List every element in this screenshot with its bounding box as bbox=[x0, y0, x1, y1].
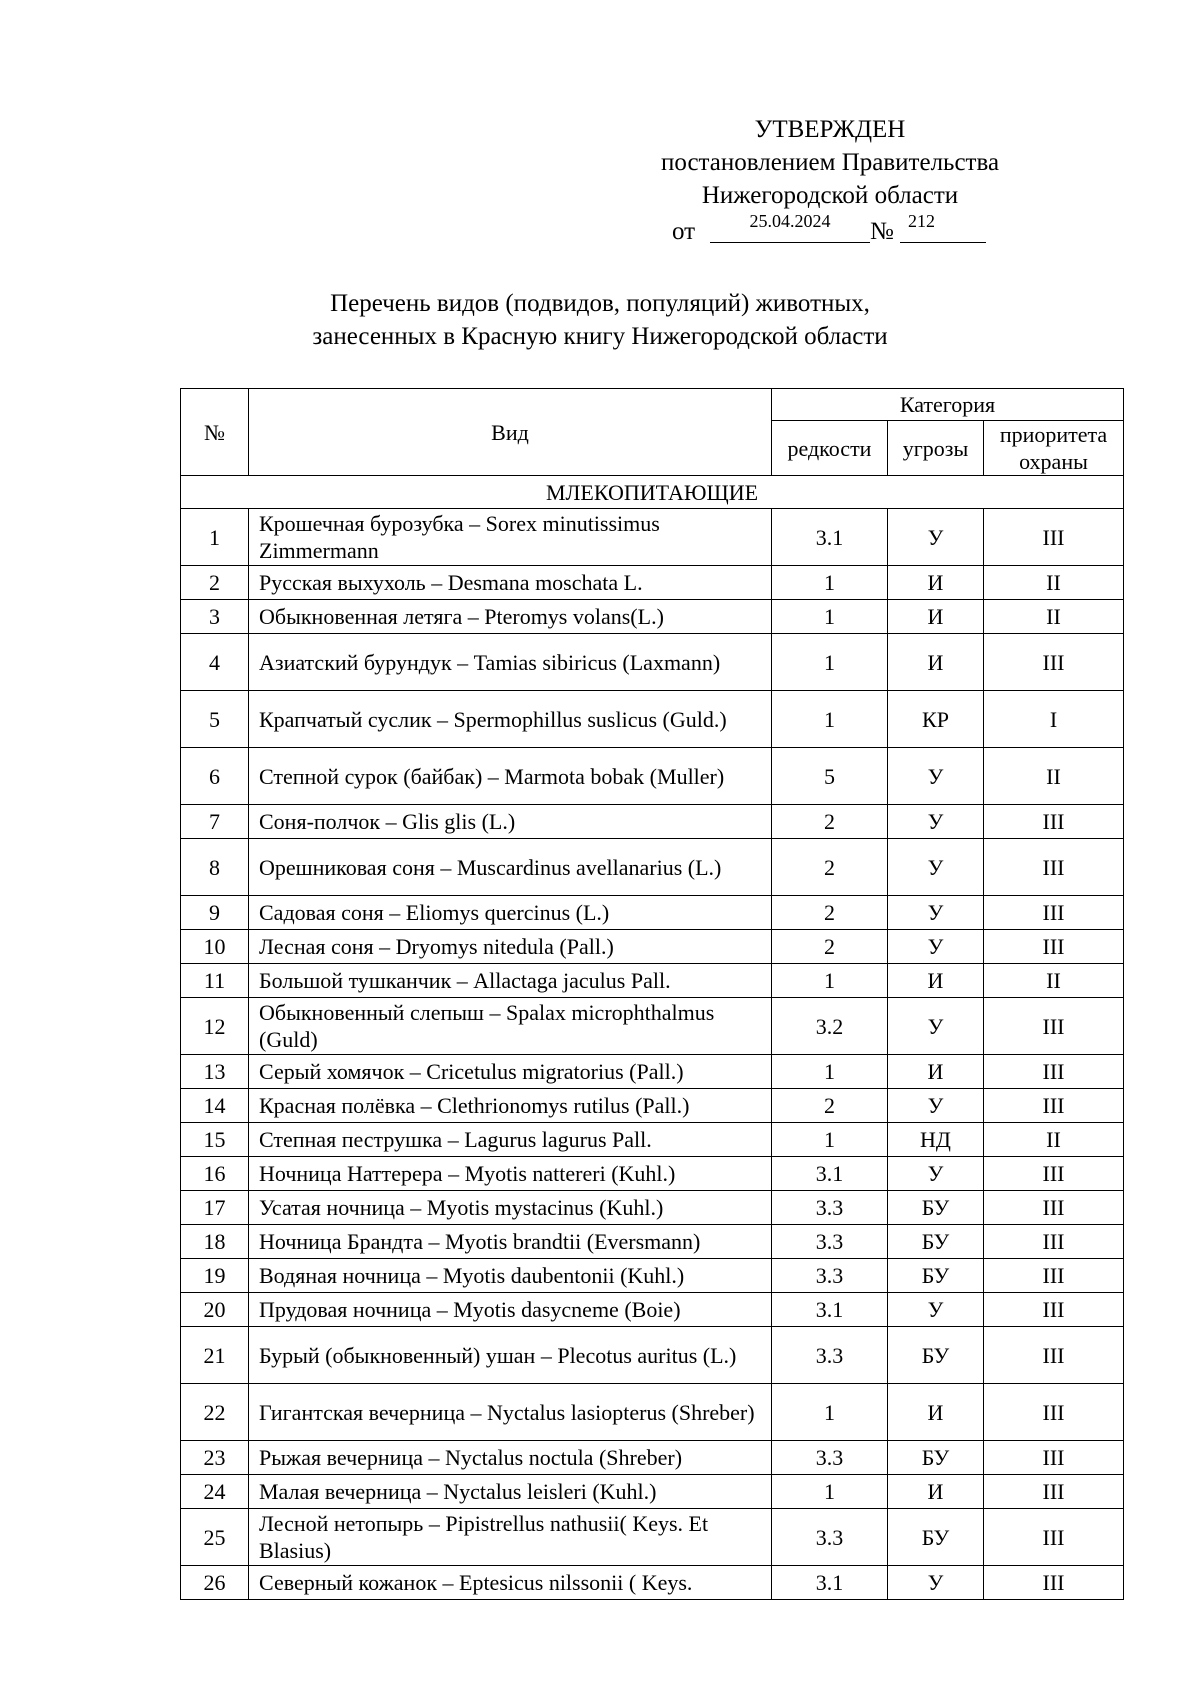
rarity-category: 3.3 bbox=[772, 1259, 888, 1293]
table-row bbox=[181, 930, 1124, 964]
table-row bbox=[181, 1509, 1124, 1566]
threat-category: У bbox=[888, 805, 984, 839]
species-name: Степной сурок (байбак) – Marmota bobak (Muller) bbox=[249, 748, 772, 805]
title-line-1: Перечень видов (подвидов, популяций) животных, bbox=[330, 290, 870, 317]
priority-category: II bbox=[984, 964, 1124, 998]
species-name: Крошечная бурозубка – Sorex minutissimus Zimmermann bbox=[249, 509, 772, 566]
species-name: Усатая ночница – Myotis mystacinus (Kuhl.) bbox=[249, 1191, 772, 1225]
species-name: Обыкновенная летяга – Pteromys volans(L.) bbox=[249, 600, 772, 634]
species-name: Гигантская вечерница – Nyctalus lasiopterus (Shreber) bbox=[249, 1384, 772, 1441]
threat-category: И bbox=[888, 566, 984, 600]
threat-category: У bbox=[888, 930, 984, 964]
threat-category: БУ bbox=[888, 1441, 984, 1475]
species-name: Обыкновенный слепыш – Spalax microphthalmus (Guld) bbox=[249, 998, 772, 1055]
rarity-category: 2 bbox=[772, 805, 888, 839]
rarity-category: 3.1 bbox=[772, 1293, 888, 1327]
threat-category: У bbox=[888, 839, 984, 896]
species-name: Русская выхухоль – Desmana moschata L. bbox=[249, 566, 772, 600]
rarity-category: 1 bbox=[772, 1055, 888, 1089]
priority-category: III bbox=[984, 1157, 1124, 1191]
species-name: Красная полёвка – Clethrionomys rutilus (Pall.) bbox=[249, 1089, 772, 1123]
priority-category: III bbox=[984, 1225, 1124, 1259]
threat-category: У bbox=[888, 1157, 984, 1191]
title-line-2: занесенных в Красную книгу Нижегородской области bbox=[312, 323, 888, 350]
species-name: Садовая соня – Eliomys quercinus (L.) bbox=[249, 896, 772, 930]
priority-category: III bbox=[984, 1441, 1124, 1475]
priority-category: III bbox=[984, 1293, 1124, 1327]
row-number: 17 bbox=[181, 1191, 249, 1225]
table-row bbox=[181, 566, 1124, 600]
priority-category: II bbox=[984, 1123, 1124, 1157]
rarity-category: 3.3 bbox=[772, 1327, 888, 1384]
threat-category: У bbox=[888, 748, 984, 805]
species-name: Крапчатый суслик – Spermophillus suslicus (Guld.) bbox=[249, 691, 772, 748]
row-number: 2 bbox=[181, 566, 249, 600]
table-row bbox=[181, 600, 1124, 634]
table-row bbox=[181, 839, 1124, 896]
date-prefix: от bbox=[672, 218, 696, 245]
priority-category: III bbox=[984, 896, 1124, 930]
table-row bbox=[181, 1259, 1124, 1293]
threat-category: БУ bbox=[888, 1191, 984, 1225]
priority-category: III bbox=[984, 1055, 1124, 1089]
threat-category: И bbox=[888, 1475, 984, 1509]
row-number: 11 bbox=[181, 964, 249, 998]
rarity-category: 2 bbox=[772, 1089, 888, 1123]
table-row bbox=[181, 1566, 1124, 1600]
table-row bbox=[181, 805, 1124, 839]
priority-category: II bbox=[984, 566, 1124, 600]
row-number: 3 bbox=[181, 600, 249, 634]
row-number: 1 bbox=[181, 509, 249, 566]
species-name: Азиатский бурундук – Tamias sibiricus (Laxmann) bbox=[249, 634, 772, 691]
priority-category: II bbox=[984, 600, 1124, 634]
row-number: 12 bbox=[181, 998, 249, 1055]
table-row bbox=[181, 964, 1124, 998]
rarity-category: 3.3 bbox=[772, 1509, 888, 1566]
threat-category: БУ bbox=[888, 1225, 984, 1259]
table-row bbox=[181, 1055, 1124, 1089]
priority-category: III bbox=[984, 998, 1124, 1055]
rarity-category: 1 bbox=[772, 634, 888, 691]
threat-category: У bbox=[888, 998, 984, 1055]
priority-category: III bbox=[984, 1384, 1124, 1441]
table-row bbox=[181, 634, 1124, 691]
species-name: Рыжая вечерница – Nyctalus noctula (Shreber) bbox=[249, 1441, 772, 1475]
rarity-category: 3.1 bbox=[772, 1157, 888, 1191]
threat-category: И bbox=[888, 1055, 984, 1089]
number-label: № bbox=[870, 218, 894, 245]
approval-block bbox=[620, 113, 1040, 212]
row-number: 15 bbox=[181, 1123, 249, 1157]
header-rarity: редкости bbox=[772, 421, 888, 476]
threat-category: НД bbox=[888, 1123, 984, 1157]
species-table bbox=[180, 388, 1124, 1600]
row-number: 13 bbox=[181, 1055, 249, 1089]
threat-category: БУ bbox=[888, 1259, 984, 1293]
species-name: Северный кожанок – Eptesicus nilssonii ( Keys. bbox=[249, 1566, 772, 1600]
row-number: 6 bbox=[181, 748, 249, 805]
document-title bbox=[180, 287, 1020, 353]
species-name: Большой тушканчик – Allactaga jaculus Pall. bbox=[249, 964, 772, 998]
species-name: Ночница Брандта – Myotis brandtii (Eversmann) bbox=[249, 1225, 772, 1259]
priority-category: III bbox=[984, 1566, 1124, 1600]
priority-category: III bbox=[984, 839, 1124, 896]
species-name: Водяная ночница – Myotis daubentonii (Kuhl.) bbox=[249, 1259, 772, 1293]
rarity-category: 2 bbox=[772, 839, 888, 896]
table-row bbox=[181, 1293, 1124, 1327]
table-row bbox=[181, 1475, 1124, 1509]
rarity-category: 1 bbox=[772, 600, 888, 634]
threat-category: У bbox=[888, 1566, 984, 1600]
table-row bbox=[181, 748, 1124, 805]
threat-category: И bbox=[888, 634, 984, 691]
priority-category: III bbox=[984, 805, 1124, 839]
rarity-category: 2 bbox=[772, 930, 888, 964]
table-row bbox=[181, 1191, 1124, 1225]
table-row bbox=[181, 896, 1124, 930]
threat-category: БУ bbox=[888, 1327, 984, 1384]
table-row bbox=[181, 1441, 1124, 1475]
rarity-category: 2 bbox=[772, 896, 888, 930]
approval-date-line bbox=[672, 212, 992, 246]
rarity-category: 3.3 bbox=[772, 1225, 888, 1259]
rarity-category: 1 bbox=[772, 964, 888, 998]
table-row bbox=[181, 691, 1124, 748]
row-number: 26 bbox=[181, 1566, 249, 1600]
row-number: 23 bbox=[181, 1441, 249, 1475]
priority-category: III bbox=[984, 1191, 1124, 1225]
rarity-category: 1 bbox=[772, 691, 888, 748]
priority-category: III bbox=[984, 1089, 1124, 1123]
priority-category: III bbox=[984, 1475, 1124, 1509]
species-name: Серый хомячок – Cricetulus migratorius (Pall.) bbox=[249, 1055, 772, 1089]
header-category: Категория bbox=[772, 389, 1124, 421]
row-number: 18 bbox=[181, 1225, 249, 1259]
approval-date: 25.04.2024 bbox=[710, 212, 870, 243]
row-number: 9 bbox=[181, 896, 249, 930]
species-name: Орешниковая соня – Muscardinus avellanarius (L.) bbox=[249, 839, 772, 896]
header-species: Вид bbox=[249, 389, 772, 476]
threat-category: У bbox=[888, 1089, 984, 1123]
table-row bbox=[181, 998, 1124, 1055]
species-name: Бурый (обыкновенный) ушан – Plecotus auritus (L.) bbox=[249, 1327, 772, 1384]
rarity-category: 3.3 bbox=[772, 1191, 888, 1225]
priority-category: III bbox=[984, 930, 1124, 964]
threat-category: И bbox=[888, 964, 984, 998]
approval-decree: постановлением Правительства bbox=[660, 149, 1000, 176]
section-mammals: МЛЕКОПИТАЮЩИЕ bbox=[181, 476, 1124, 509]
species-name: Прудовая ночница – Myotis dasycneme (Boie) bbox=[249, 1293, 772, 1327]
row-number: 16 bbox=[181, 1157, 249, 1191]
priority-category: III bbox=[984, 1259, 1124, 1293]
priority-category: III bbox=[984, 509, 1124, 566]
table-row bbox=[181, 1123, 1124, 1157]
priority-category: I bbox=[984, 691, 1124, 748]
species-name: Лесной нетопырь – Pipistrellus nathusii( Keys. Et Blasius) bbox=[249, 1509, 772, 1566]
header-priority: приоритета охраны bbox=[984, 421, 1124, 476]
species-name: Ночница Наттерера – Myotis nattereri (Kuhl.) bbox=[249, 1157, 772, 1191]
priority-category: III bbox=[984, 634, 1124, 691]
row-number: 4 bbox=[181, 634, 249, 691]
row-number: 22 bbox=[181, 1384, 249, 1441]
table-row bbox=[181, 1157, 1124, 1191]
rarity-category: 1 bbox=[772, 1123, 888, 1157]
row-number: 20 bbox=[181, 1293, 249, 1327]
species-name: Соня-полчок – Glis glis (L.) bbox=[249, 805, 772, 839]
row-number: 5 bbox=[181, 691, 249, 748]
rarity-category: 3.1 bbox=[772, 509, 888, 566]
priority-category: III bbox=[984, 1509, 1124, 1566]
table-row bbox=[181, 1089, 1124, 1123]
header-num: № bbox=[181, 389, 249, 476]
threat-category: И bbox=[888, 600, 984, 634]
table-row bbox=[181, 1225, 1124, 1259]
row-number: 21 bbox=[181, 1327, 249, 1384]
rarity-category: 1 bbox=[772, 1384, 888, 1441]
rarity-category: 1 bbox=[772, 566, 888, 600]
threat-category: У bbox=[888, 896, 984, 930]
rarity-category: 3.3 bbox=[772, 1441, 888, 1475]
rarity-category: 5 bbox=[772, 748, 888, 805]
threat-category: КР bbox=[888, 691, 984, 748]
row-number: 24 bbox=[181, 1475, 249, 1509]
rarity-category: 3.2 bbox=[772, 998, 888, 1055]
rarity-category: 3.1 bbox=[772, 1566, 888, 1600]
approval-number: 212 bbox=[908, 211, 935, 231]
threat-category: У bbox=[888, 509, 984, 566]
row-number: 8 bbox=[181, 839, 249, 896]
table-row bbox=[181, 1384, 1124, 1441]
row-number: 14 bbox=[181, 1089, 249, 1123]
species-name: Степная пеструшка – Lagurus lagurus Pall. bbox=[249, 1123, 772, 1157]
rarity-category: 1 bbox=[772, 1475, 888, 1509]
row-number: 25 bbox=[181, 1509, 249, 1566]
approval-number-field bbox=[900, 212, 986, 243]
priority-category: III bbox=[984, 1327, 1124, 1384]
threat-category: У bbox=[888, 1293, 984, 1327]
row-number: 10 bbox=[181, 930, 249, 964]
threat-category: БУ bbox=[888, 1509, 984, 1566]
row-number: 19 bbox=[181, 1259, 249, 1293]
table-row bbox=[181, 509, 1124, 566]
approval-heading: УТВЕРЖДЕН bbox=[754, 116, 906, 143]
species-name: Лесная соня – Dryomys nitedula (Pall.) bbox=[249, 930, 772, 964]
priority-category: II bbox=[984, 748, 1124, 805]
row-number: 7 bbox=[181, 805, 249, 839]
species-name: Малая вечерница – Nyctalus leisleri (Kuhl.) bbox=[249, 1475, 772, 1509]
approval-region: Нижегородской области bbox=[701, 182, 959, 209]
threat-category: И bbox=[888, 1384, 984, 1441]
table-row bbox=[181, 1327, 1124, 1384]
header-threat: угрозы bbox=[888, 421, 984, 476]
